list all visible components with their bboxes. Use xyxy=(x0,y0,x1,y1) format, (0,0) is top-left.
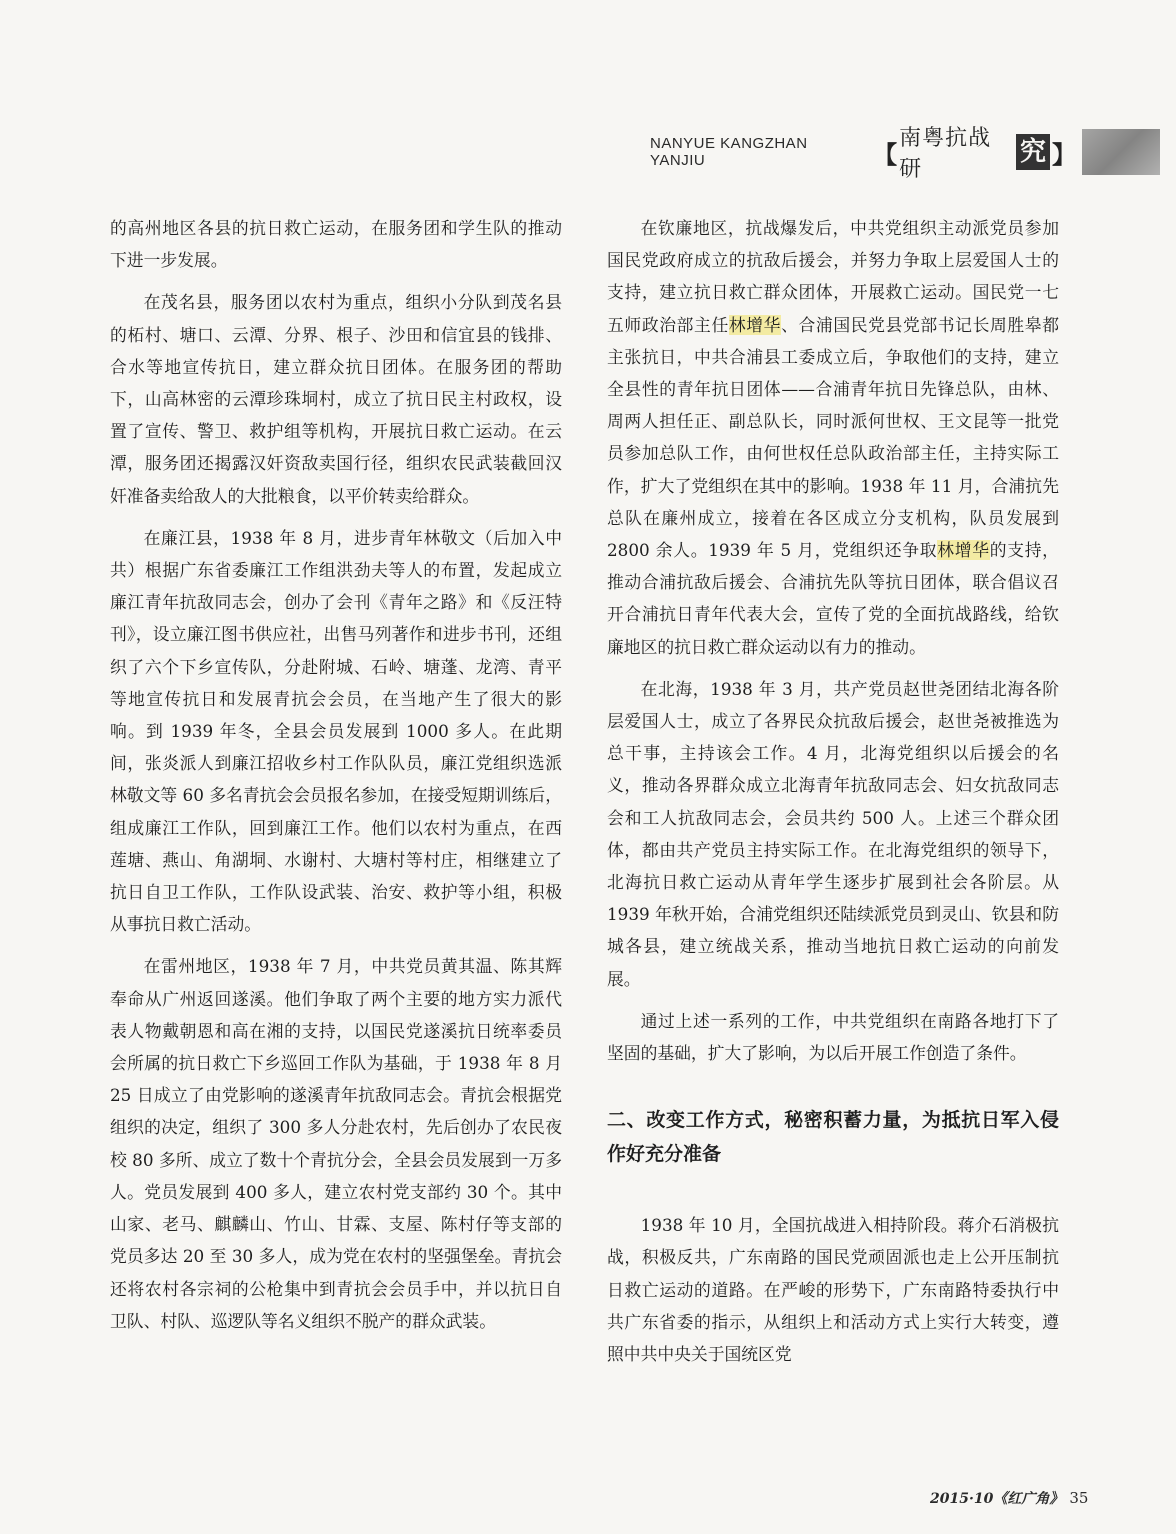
journal-title-box-char: 究 xyxy=(1016,134,1050,170)
page-footer xyxy=(930,1488,1088,1508)
left-column xyxy=(110,212,562,1347)
journal-title-cn: 南粤抗战研 xyxy=(899,126,992,182)
paragraph: 通过上述一系列的工作，中共党组织在南路各地打下了坚固的基础，扩大了影响，为以后开展工作创造了条件。 xyxy=(607,1010,1059,1064)
issue-label: 2015·10《红广角》 xyxy=(930,1491,1064,1507)
text-run: 、合浦国民党县党部书记长周胜皋都主张抗日，中共合浦县工委成立后，争取他们的支持，建立全县性的青年抗日团体——合浦青年抗日先锋总队，由林、周两人担任正、副总队长，同时派何世权、王文昆等一批党员参加总队工作，由何世权任总队政治部主任，主持实际工作，扩大了党组织在其中的影响。1938 年 11 月，合浦抗先总队在廉州成立，接着在各区成立分支机构，队员发展到 2800 余人。1939 年 5 月，党组织还争取 xyxy=(607,314,1059,561)
text-run: 的支持，推动合浦抗敌后援会、合浦抗先队等抗日团体，联合倡议召开合浦抗日青年代表大会，宣传了党的全面抗战路线，给钦廉地区的抗日救亡群众运动以有力的推动。 xyxy=(607,540,1059,657)
paragraph: 1938 年 10 月，全国抗战进入相持阶段。蒋介石消极抗战，积极反共，广东南路的国民党顽固派也走上公开压制抗日救亡运动的道路。在严峻的形势下，广东南路特委执行中共广东省委的指示，从组织上和活动方式上实行大转变，遵照中共中央关于国统区党 xyxy=(607,1215,1059,1365)
header-texture-decoration xyxy=(1082,129,1160,175)
running-header xyxy=(640,126,1160,182)
header-bracket-close: 】 xyxy=(1052,140,1077,169)
highlighted-name: 林增华 xyxy=(728,314,782,335)
text-run: 在钦廉地区，抗战爆发后，中共党组织主动派党员参加国民党政府成立的抗敌后援会，并努力争取上层爱国人士的支持，建立抗日救亡群众团体，开展救亡运动。国民党一七五师政治部主任 xyxy=(607,218,1059,335)
paragraph: 在北海，1938 年 3 月，共产党员赵世尧团结北海各阶层爱国人士，成立了各界民众抗敌后援会，赵世尧被推选为总干事，主持该会工作。4 月，北海党组织以后援会的名义，推动各界群众成立北海青年抗敌同志会、妇女抗敌同志会和工人抗敌同志会，会员共约 500 人。上述三个群众团体，都由共产党员主持实际工作。在北海党组织的领导下，北海抗日救亡运动从青年学生逐步扩展到社会各阶层。从 1939 年秋开始，合浦党组织还陆续派党员到灵山、钦县和防城各县，建立统战关系，推动当地抗日救亡运动的向前发展。 xyxy=(607,678,1059,989)
paragraph: 在茂名县，服务团以农村为重点，组织小分队到茂名县的柘村、塘口、云潭、分界、根子、沙田和信宜县的钱排、合水等地宣传抗日，建立群众抗日团体。在服务团的帮助下，山高林密的云潭珍珠垌村，成立了抗日民主村政权，设置了宣传、警卫、救护组等机构，开展抗日救亡运动。在云潭，服务团还揭露汉奸资敌卖国行径，组织农民武装截回汉奸准备卖给敌人的大批粮食，以平价转卖给群众。 xyxy=(110,292,562,506)
section-heading: 二、改变工作方式，秘密积蓄力量，为抵抗日军入侵作好充分准备 xyxy=(607,1109,1059,1166)
paragraph: 的高州地区各县的抗日救亡运动，在服务团和学生队的推动下进一步发展。 xyxy=(110,218,562,271)
highlighted-name: 林增华 xyxy=(937,540,990,561)
paragraph xyxy=(607,212,1059,663)
paragraph: 在廉江县，1938 年 8 月，进步青年林敬文（后加入中共）根据广东省委廉江工作组洪劲夫等人的布置，发起成立廉江青年抗敌同志会，创办了会刊《青年之路》和《反汪特刊》，设立廉江图书供应社，出售马列著作和进步书刊，还组织了六个下乡宣传队，分赴附城、石岭、塘蓬、龙湾、青平等地宣传抗日和发展青抗会会员，在当地产生了很大的影响。到 1939 年冬，全县会员发展到 1000 多人。在此期间，张炎派人到廉江招收乡村工作队队员，廉江党组织选派林敬文等 60 多名青抗会会员报名参加，在接受短期训练后，组成廉江工作队，回到廉江工作。他们以农村为重点，在西莲塘、燕山、角湖垌、水谢村、大塘村等村庄，相继建立了抗日自卫工作队，工作队设武装、治安、救护等小组，积极从事抗日救亡活动。 xyxy=(110,527,562,935)
header-bracket-open: 【 xyxy=(873,140,898,169)
page-number: 35 xyxy=(1069,1489,1089,1507)
right-column xyxy=(607,212,1059,1380)
paragraph: 在雷州地区，1938 年 7 月，中共党员黄其温、陈其辉奉命从广州返回遂溪。他们争取了两个主要的地方实力派代表人物戴朝恩和高在湘的支持，以国民党遂溪抗日统率委员会所属的抗日救亡下乡巡回工作队为基础，于 1938 年 8 月 25 日成立了由党影响的遂溪青年抗敌同志会。青抗会根据党组织的决定，组织了 300 多人分赴农村，先后创办了农民夜校 80 多所、成立了数十个青抗分会，全县会员发展到一万多人。党员发展到 400 多人，建立农村党支部约 30 个。其中山家、老马、麒麟山、竹山、甘霖、支屋、陈村仔等支部的党员多达 20 至 30 多人，成为党在农村的坚强堡垒。青抗会还将农村各宗祠的公枪集中到青抗会会员手中，并以抗日自卫队、村队、巡逻队等名义组织不脱产的群众武装。 xyxy=(110,956,562,1331)
journal-title-en: NANYUE KANGZHAN YANJIU xyxy=(650,135,808,169)
